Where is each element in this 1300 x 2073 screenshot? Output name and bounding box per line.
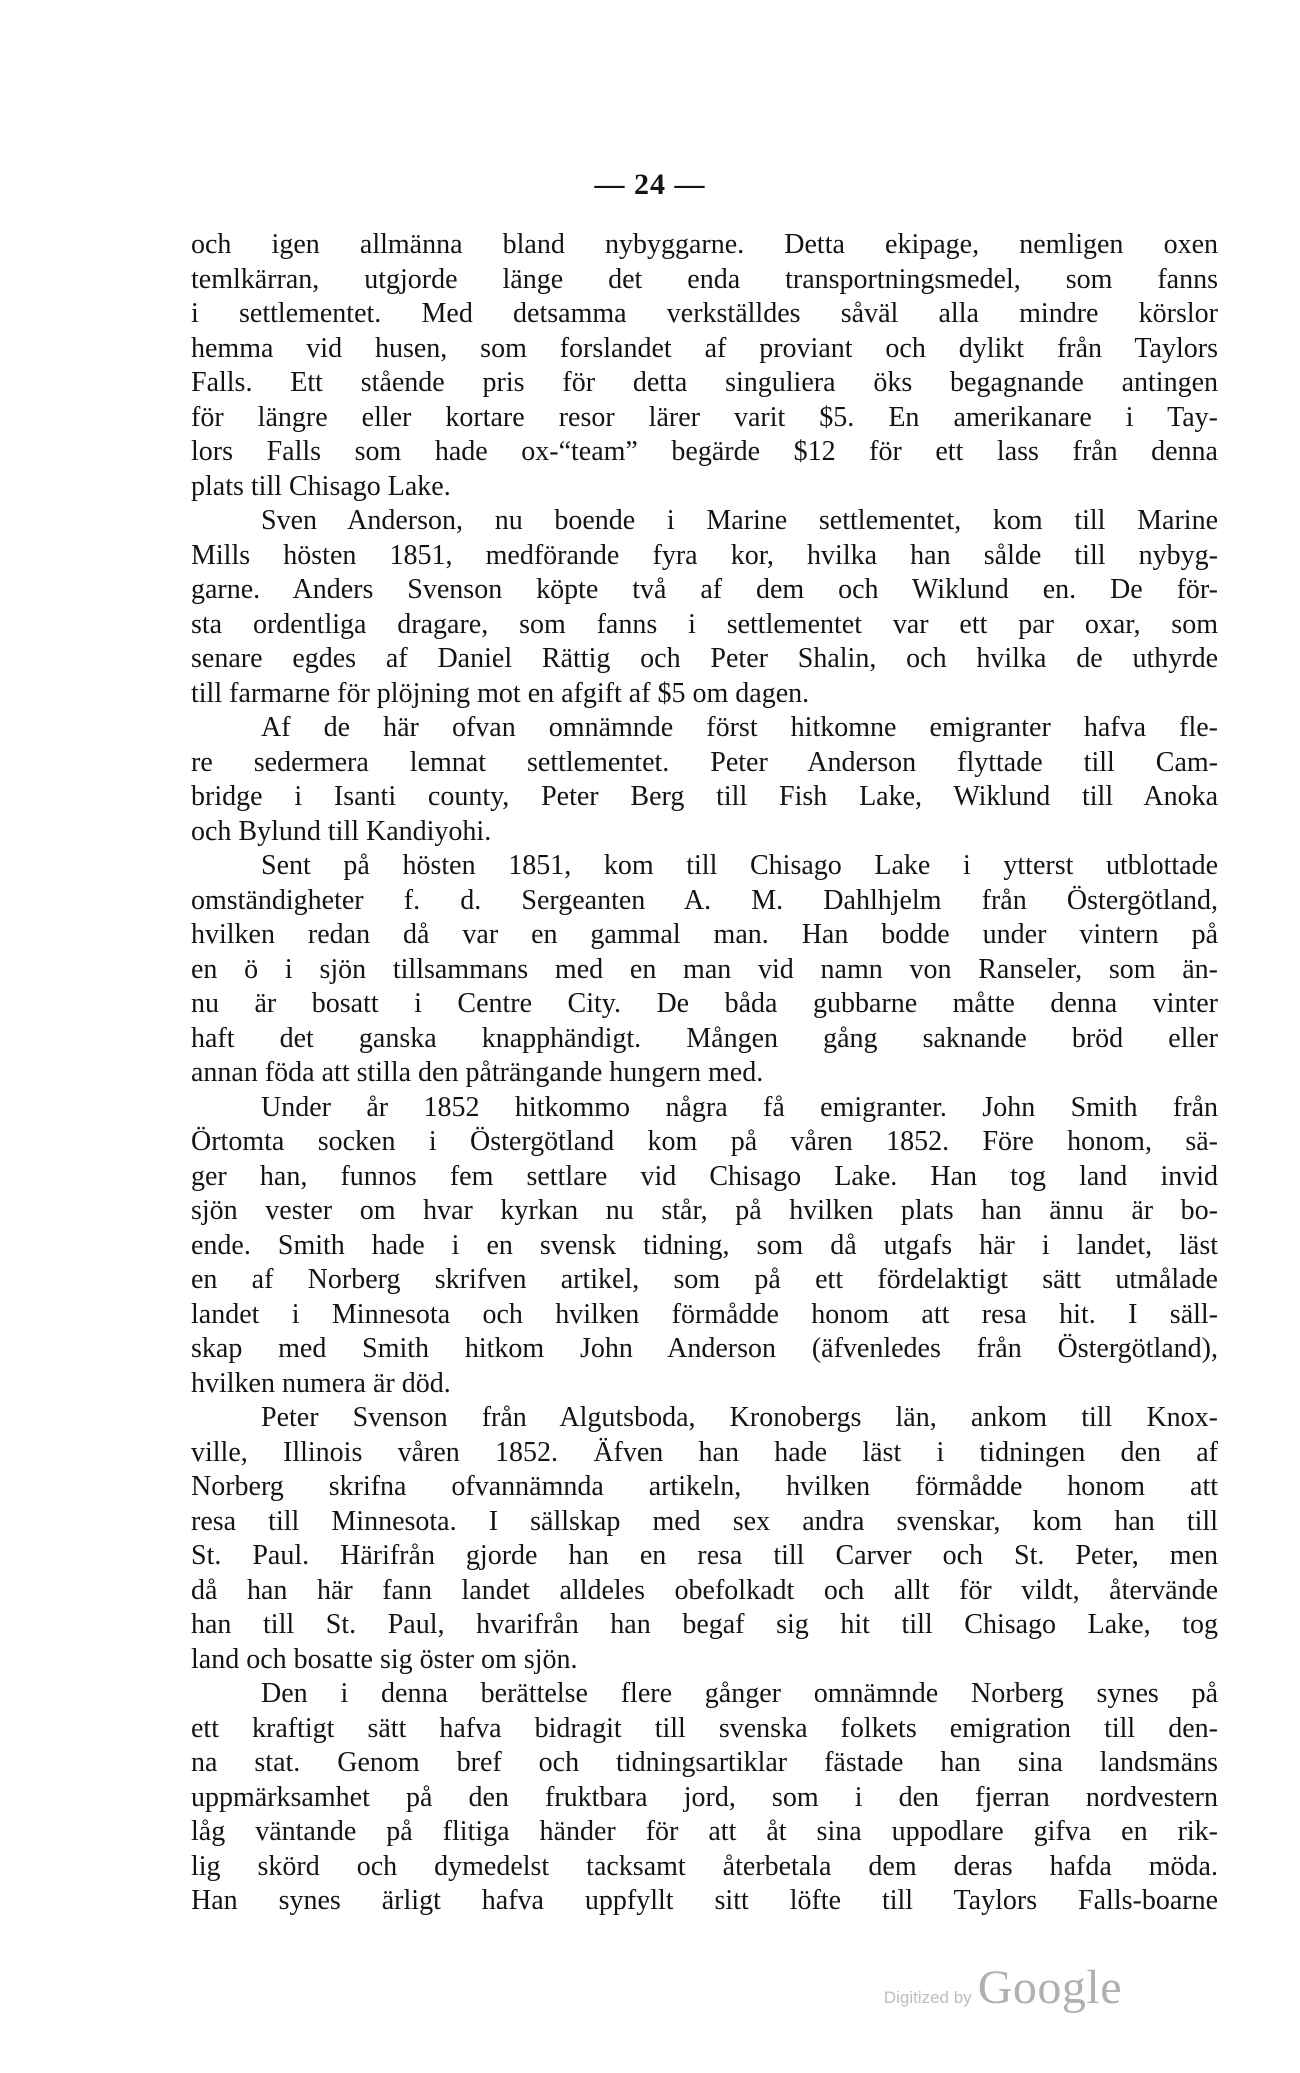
page-number: — 24 — <box>594 168 706 201</box>
text-line: till farmarne för plöjning mot en afgift af $5 om dagen. <box>191 677 810 709</box>
text-line: ger han, funnos fem settlare vid Chisago Lake. Han tog land invid <box>191 1160 1218 1192</box>
text-line: Örtomta socken i Östergötland kom på våren 1852. Före honom, sä- <box>191 1126 1218 1157</box>
text-line: en ö i sjön tillsammans med en man vid namn von Ranseler, som än- <box>191 953 1218 985</box>
text-line: Norberg skrifna ofvannämnda artikeln, hvilken förmådde honom att <box>191 1471 1218 1502</box>
text-line: ende. Smith hade i en svensk tidning, som då utgafs här i landet, läst <box>191 1229 1218 1261</box>
google-logo: Google <box>977 1961 1122 2014</box>
text-line: land och bosatte sig öster om sjön. <box>191 1643 578 1675</box>
text-line: en af Norberg skrifven artikel, som på ett fördelaktigt sätt utmålade <box>191 1264 1218 1295</box>
text-line: då han här fann landet alldeles obefolkadt och allt för vildt, återvände <box>191 1574 1218 1606</box>
text-line: Den i denna berättelse flere gånger omnämnde Norberg synes på <box>261 1678 1218 1709</box>
text-line: Mills hösten 1851, medförande fyra kor, hvilka han sålde till nybyg- <box>191 539 1218 571</box>
text-line: nu är bosatt i Centre City. De båda gubbarne måtte denna vinter <box>191 988 1218 1019</box>
text-line: plats till Chisago Lake. <box>191 470 451 502</box>
text-line: för längre eller kortare resor lärer varit $5. En amerikanare i Tay- <box>191 401 1218 433</box>
text-line: i settlementet. Med detsamma verkställdes såväl alla mindre körslor <box>191 298 1218 329</box>
text-line: St. Paul. Härifrån gjorde han en resa till Carver och St. Peter, men <box>191 1540 1218 1571</box>
digitized-by-label: Digitized by <box>883 1988 972 2007</box>
text-line: annan föda att stilla den påträngande hungern med. <box>191 1057 764 1088</box>
text-line: resa till Minnesota. I sällskap med sex andra svenskar, kom han till <box>191 1505 1218 1537</box>
text-line: hvilken numera är död. <box>191 1367 451 1399</box>
text-line: Sent på hösten 1851, kom till Chisago Lake i ytterst utblottade <box>261 850 1218 881</box>
body-text <box>191 228 1218 1919</box>
text-line: lors Falls som hade ox-“team” begärde $12 för ett lass från denna <box>191 436 1218 467</box>
text-line: Han synes ärligt hafva uppfyllt sitt löfte till Taylors Falls-boarne <box>191 1885 1218 1916</box>
text-line: haft det ganska knapphändigt. Mången gång saknande bröd eller <box>191 1022 1218 1054</box>
text-line: re sedermera lemnat settlementet. Peter Anderson flyttade till Cam- <box>191 746 1218 778</box>
text-line: Sven Anderson, nu boende i Marine settlementet, kom till Marine <box>261 505 1218 536</box>
text-line: temlkärran, utgjorde länge det enda transportningsmedel, som fanns <box>191 263 1218 295</box>
text-line: senare egdes af Daniel Rättig och Peter Shalin, och hvilka de uthyrde <box>191 643 1218 674</box>
text-line: hemma vid husen, som forslandet af proviant och dylikt från Taylors <box>191 332 1218 364</box>
text-line: ett kraftigt sätt hafva bidragit till svenska folkets emigration till den- <box>191 1712 1218 1744</box>
text-line: bridge i Isanti county, Peter Berg till Fish Lake, Wiklund till Anoka <box>191 781 1218 812</box>
digitized-by-google-watermark <box>884 1960 1122 2015</box>
text-line: uppmärksamhet på den fruktbara jord, som i den fjerran nordvestern <box>191 1781 1218 1813</box>
text-line: omständigheter f. d. Sergeanten A. M. Dahlhjelm från Östergötland, <box>191 884 1218 916</box>
text-line: garne. Anders Svenson köpte två af dem och Wiklund en. De för- <box>191 574 1218 605</box>
text-line: låg väntande på flitiga händer för att åt sina uppodlare gifva en rik- <box>191 1816 1218 1847</box>
text-line: sjön vester om hvar kyrkan nu står, på hvilken plats han ännu är bo- <box>191 1195 1218 1226</box>
text-line: och Bylund till Kandiyohi. <box>191 815 492 847</box>
text-line: Af de här ofvan omnämnde först hitkomne emigranter hafva fle- <box>261 712 1218 743</box>
text-line: och igen allmänna bland nybyggarne. Detta ekipage, nemligen oxen <box>191 229 1218 260</box>
text-line: lig skörd och dymedelst tacksamt återbetala dem deras hafda möda. <box>191 1850 1218 1882</box>
text-line: sta ordentliga dragare, som fanns i settlementet var ett par oxar, som <box>191 608 1218 640</box>
text-line: skap med Smith hitkom John Anderson (äfvenledes från Östergötland), <box>191 1333 1218 1364</box>
text-line: landet i Minnesota och hvilken förmådde honom att resa hit. I säll- <box>191 1298 1218 1330</box>
text-line: Falls. Ett stående pris för detta singuliera öks begagnande antingen <box>191 367 1218 398</box>
text-line: hvilken redan då var en gammal man. Han bodde under vintern på <box>191 919 1218 950</box>
text-line: na stat. Genom bref och tidningsartiklar fästade han sina landsmäns <box>191 1747 1218 1778</box>
text-line: Peter Svenson från Algutsboda, Kronobergs län, ankom till Knox- <box>261 1402 1218 1433</box>
text-line: han till St. Paul, hvarifrån han begaf sig hit till Chisago Lake, tog <box>191 1609 1218 1640</box>
text-line: Under år 1852 hitkommo några få emigranter. John Smith från <box>261 1091 1218 1123</box>
text-line: ville, Illinois våren 1852. Äfven han hade läst i tidningen den af <box>191 1436 1218 1468</box>
